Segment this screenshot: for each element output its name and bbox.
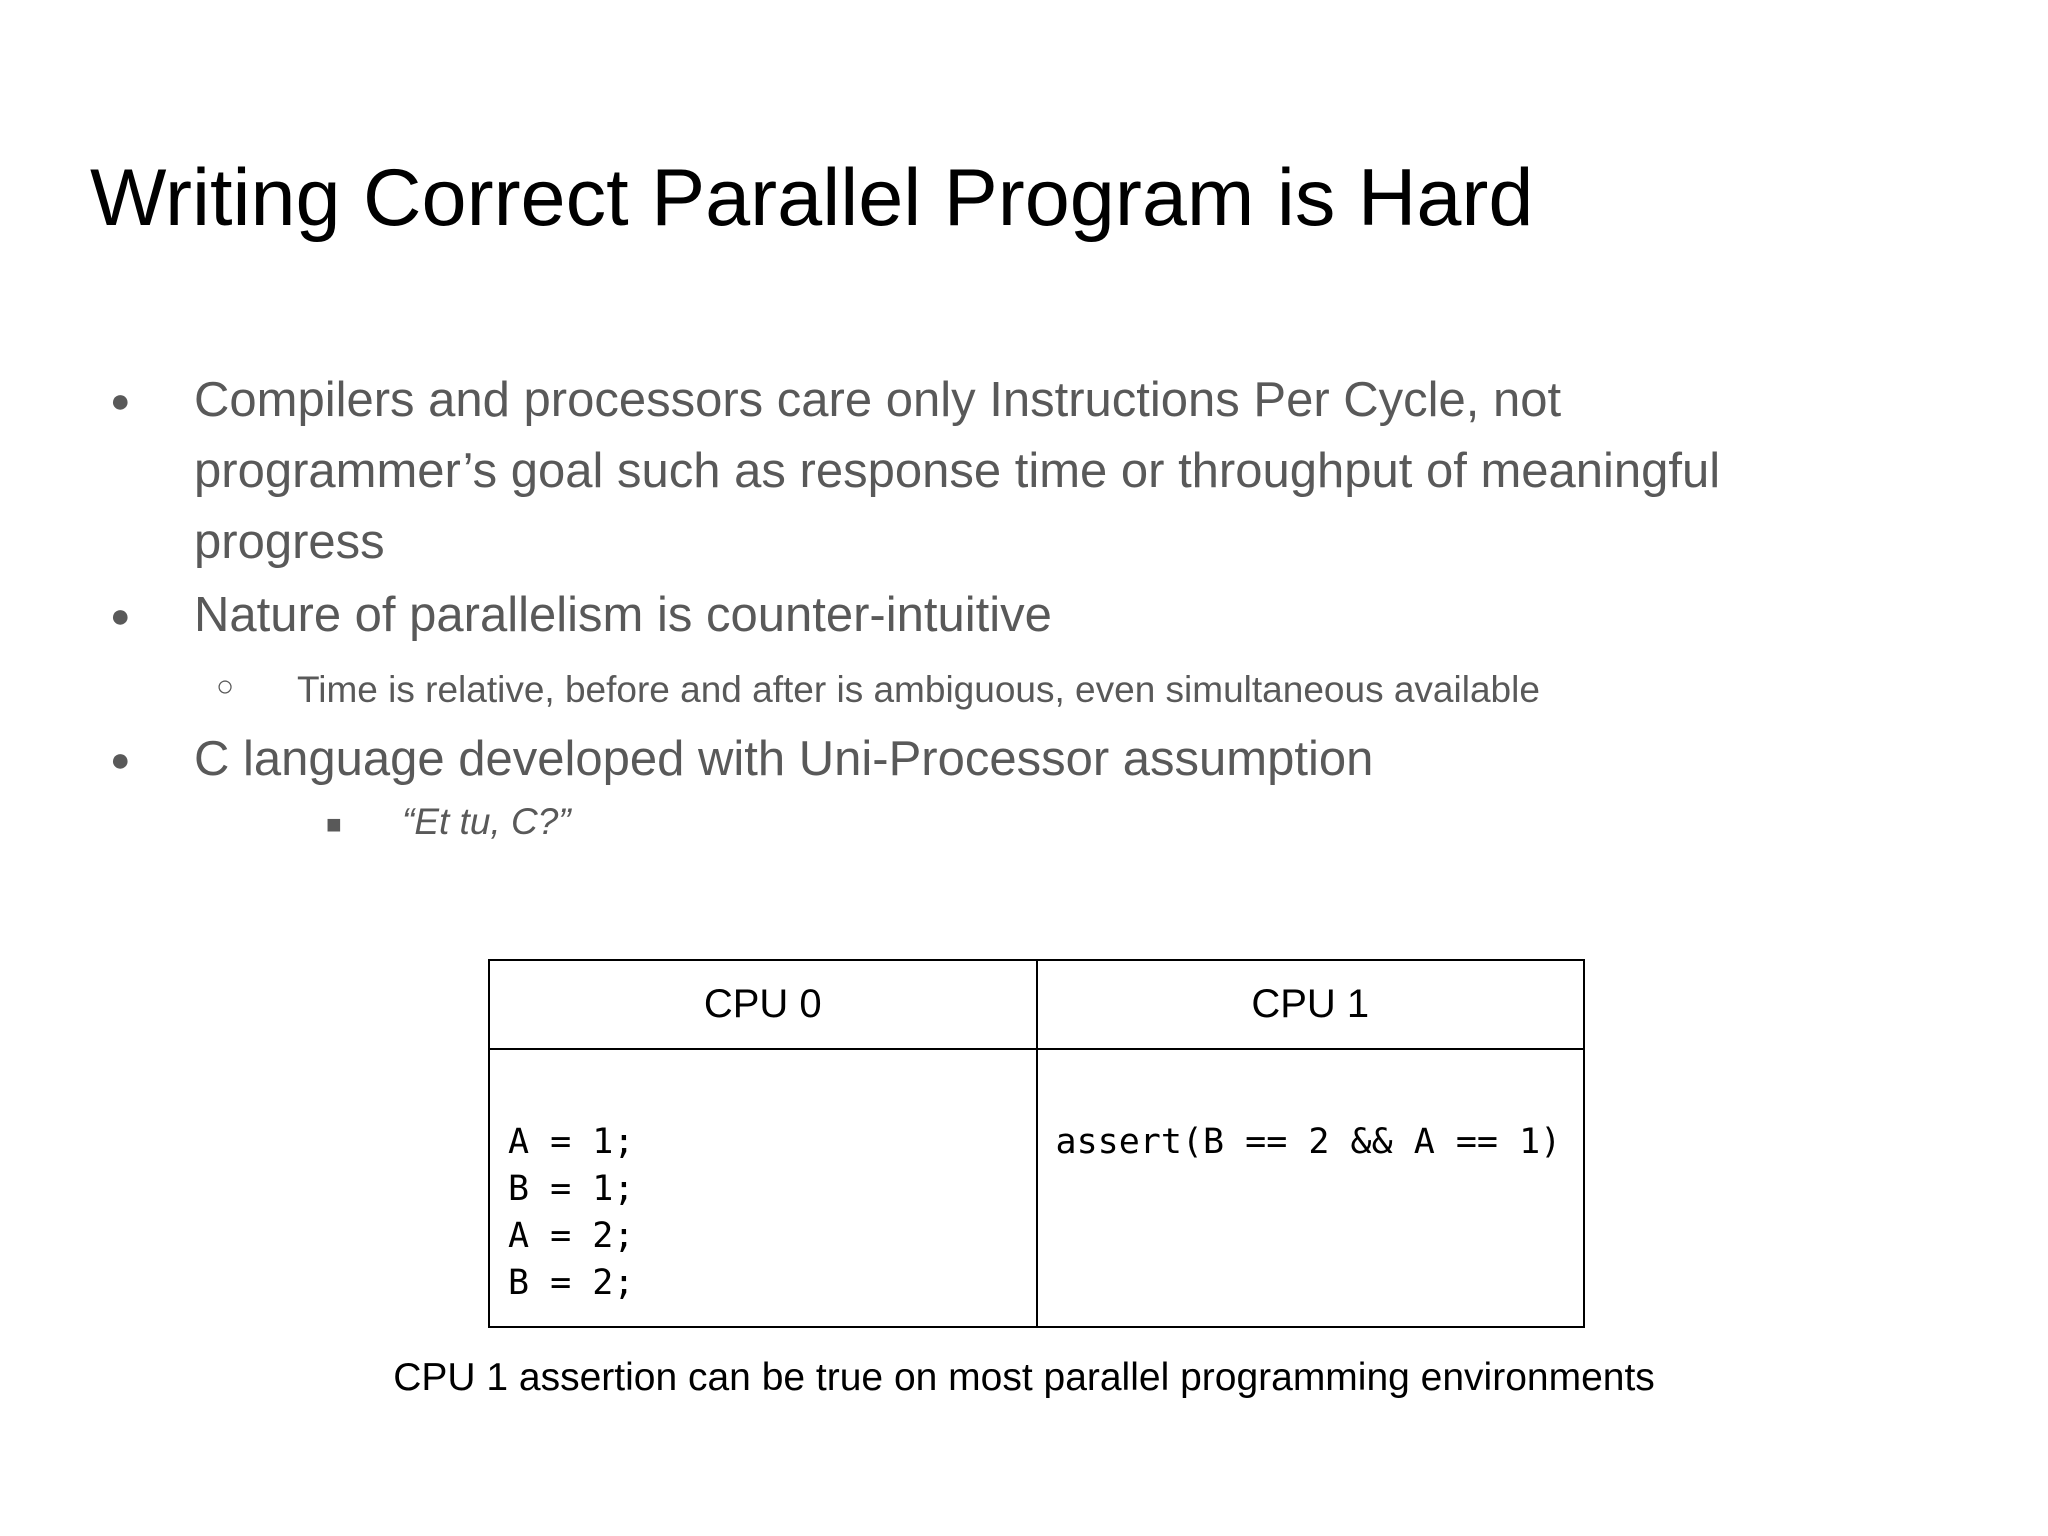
slide-title: Writing Correct Parallel Program is Hard <box>90 153 1534 243</box>
bullet-marker: ● <box>110 741 131 779</box>
header-cpu0: CPU 0 <box>489 960 1037 1049</box>
bullet-marker: ● <box>110 597 131 635</box>
cpu1-code: assert(B == 2 && A == 1) <box>1055 1122 1562 1162</box>
cell-cpu0-code <box>489 1049 1037 1327</box>
header-cpu1: CPU 1 <box>1037 960 1585 1049</box>
bullet-text-compilers: Compilers and processors care only Instructions Per Cycle, not programmer’s goal such as response time or throughput of meaningful progress <box>194 373 1721 569</box>
sub-bullet-marker: ○ <box>216 670 235 703</box>
bullet-text-c-language: C language developed with Uni-Processor assumption <box>194 732 1374 786</box>
cell-cpu1-code <box>1037 1049 1585 1327</box>
sub-sub-bullet-text-quote: “Et tu, C?” <box>402 801 571 842</box>
sub-sub-bullet-marker: ■ <box>326 809 342 839</box>
table-row <box>489 1049 1584 1327</box>
bullet-marker: ● <box>110 382 131 420</box>
bullet-text-parallelism: Nature of parallelism is counter-intuitive <box>194 588 1052 642</box>
table-header-row <box>489 960 1584 1049</box>
cpu-table <box>488 959 1585 1328</box>
table-caption: CPU 1 assertion can be true on most parallel programming environments <box>393 1356 1655 1399</box>
sub-bullet-text-time-relative: Time is relative, before and after is ambiguous, even simultaneous available <box>297 669 1540 710</box>
cpu0-code: A = 1; B = 1; A = 2; B = 2; <box>508 1122 635 1303</box>
